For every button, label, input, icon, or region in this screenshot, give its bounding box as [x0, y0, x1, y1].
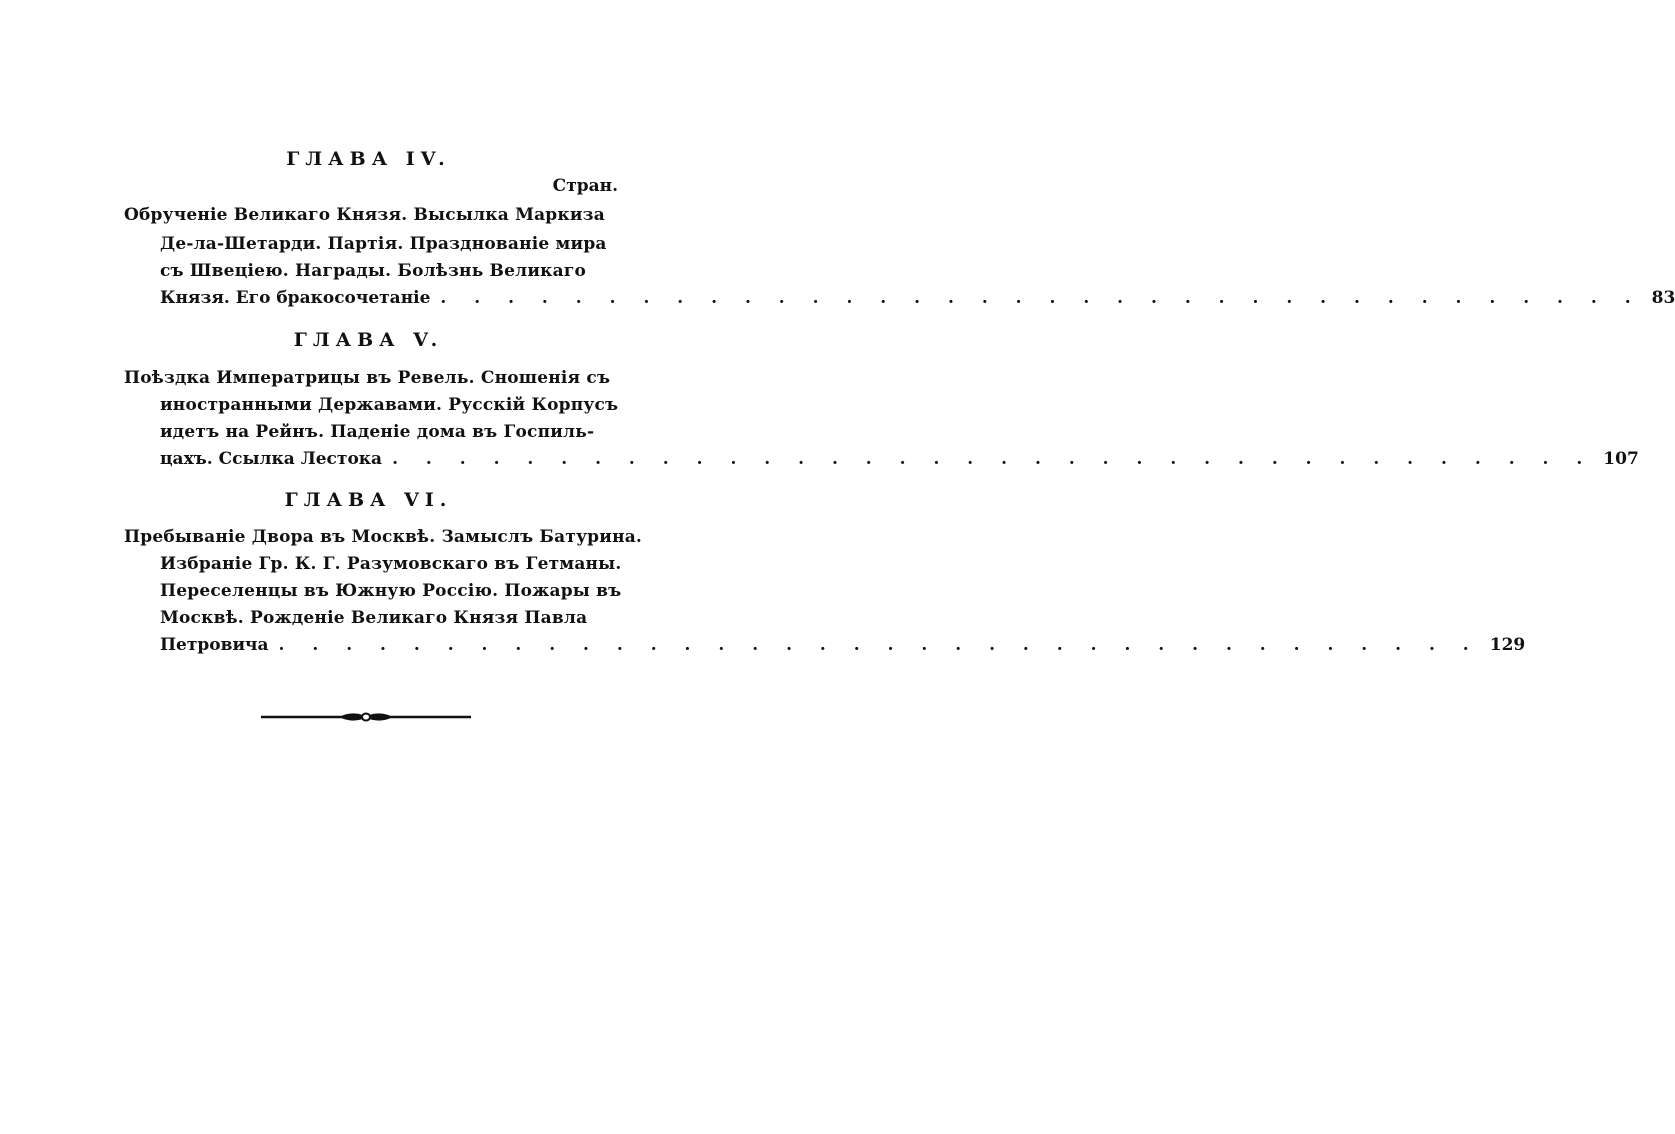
- toc-line: Избраніе Гр. К. Г. Разумовскаго въ Гетманы.: [160, 554, 622, 574]
- dot-leader: . . . . . . . . . . . . . . . . . . . . . . . . . . . . . . . . . . . .: [440, 288, 1642, 308]
- toc-line: Обрученіе Великаго Князя. Высылка Маркиза: [124, 205, 605, 225]
- toc-line: Петровича: [160, 635, 269, 655]
- toc-line: Переселенцы въ Южную Россію. Пожары въ: [160, 581, 622, 601]
- toc-entry-last-line: [160, 288, 1675, 308]
- toc-line: съ Швеціею. Награды. Болѣзнь Великаго: [160, 261, 586, 281]
- page-number: 83: [1651, 288, 1675, 308]
- toc-line: иностранными Державами. Русскій Корпусъ: [160, 395, 619, 415]
- toc-line: цахъ. Ссылка Лестока: [160, 449, 383, 469]
- page-number: 107: [1603, 449, 1639, 469]
- toc-line: Поѣздка Императрицы въ Ревель. Сношенія съ: [124, 368, 611, 388]
- toc-line: Москвѣ. Рожденіе Великаго Князя Павла: [160, 608, 588, 628]
- page-column-label: Стран.: [552, 176, 618, 196]
- dot-leader: . . . . . . . . . . . . . . . . . . . . . . . . . . . . . . . . . . . .: [392, 449, 1594, 469]
- toc-line: Пребываніе Двора въ Москвѣ. Замыслъ Батурина.: [124, 527, 643, 547]
- chapter-heading: ГЛАВА VI.: [284, 489, 453, 511]
- chapter-heading: ГЛАВА V.: [293, 329, 444, 351]
- dot-leader: . . . . . . . . . . . . . . . . . . . . . . . . . . . . . . . . . . . .: [278, 635, 1480, 655]
- page-number: 129: [1489, 635, 1526, 655]
- toc-line: Князя. Его бракосочетаніе: [160, 288, 431, 308]
- ornament-divider-icon: [259, 706, 473, 728]
- toc-line: идетъ на Рейнъ. Паденіе дома въ Госпиль-: [160, 422, 595, 442]
- toc-line: Де-ла-Шетарди. Партія. Празднованіе мира: [160, 234, 607, 254]
- chapter-heading: ГЛАВА IV.: [286, 148, 451, 170]
- toc-entry-last-line: [160, 449, 1639, 469]
- toc-entry-last-line: [160, 635, 1526, 655]
